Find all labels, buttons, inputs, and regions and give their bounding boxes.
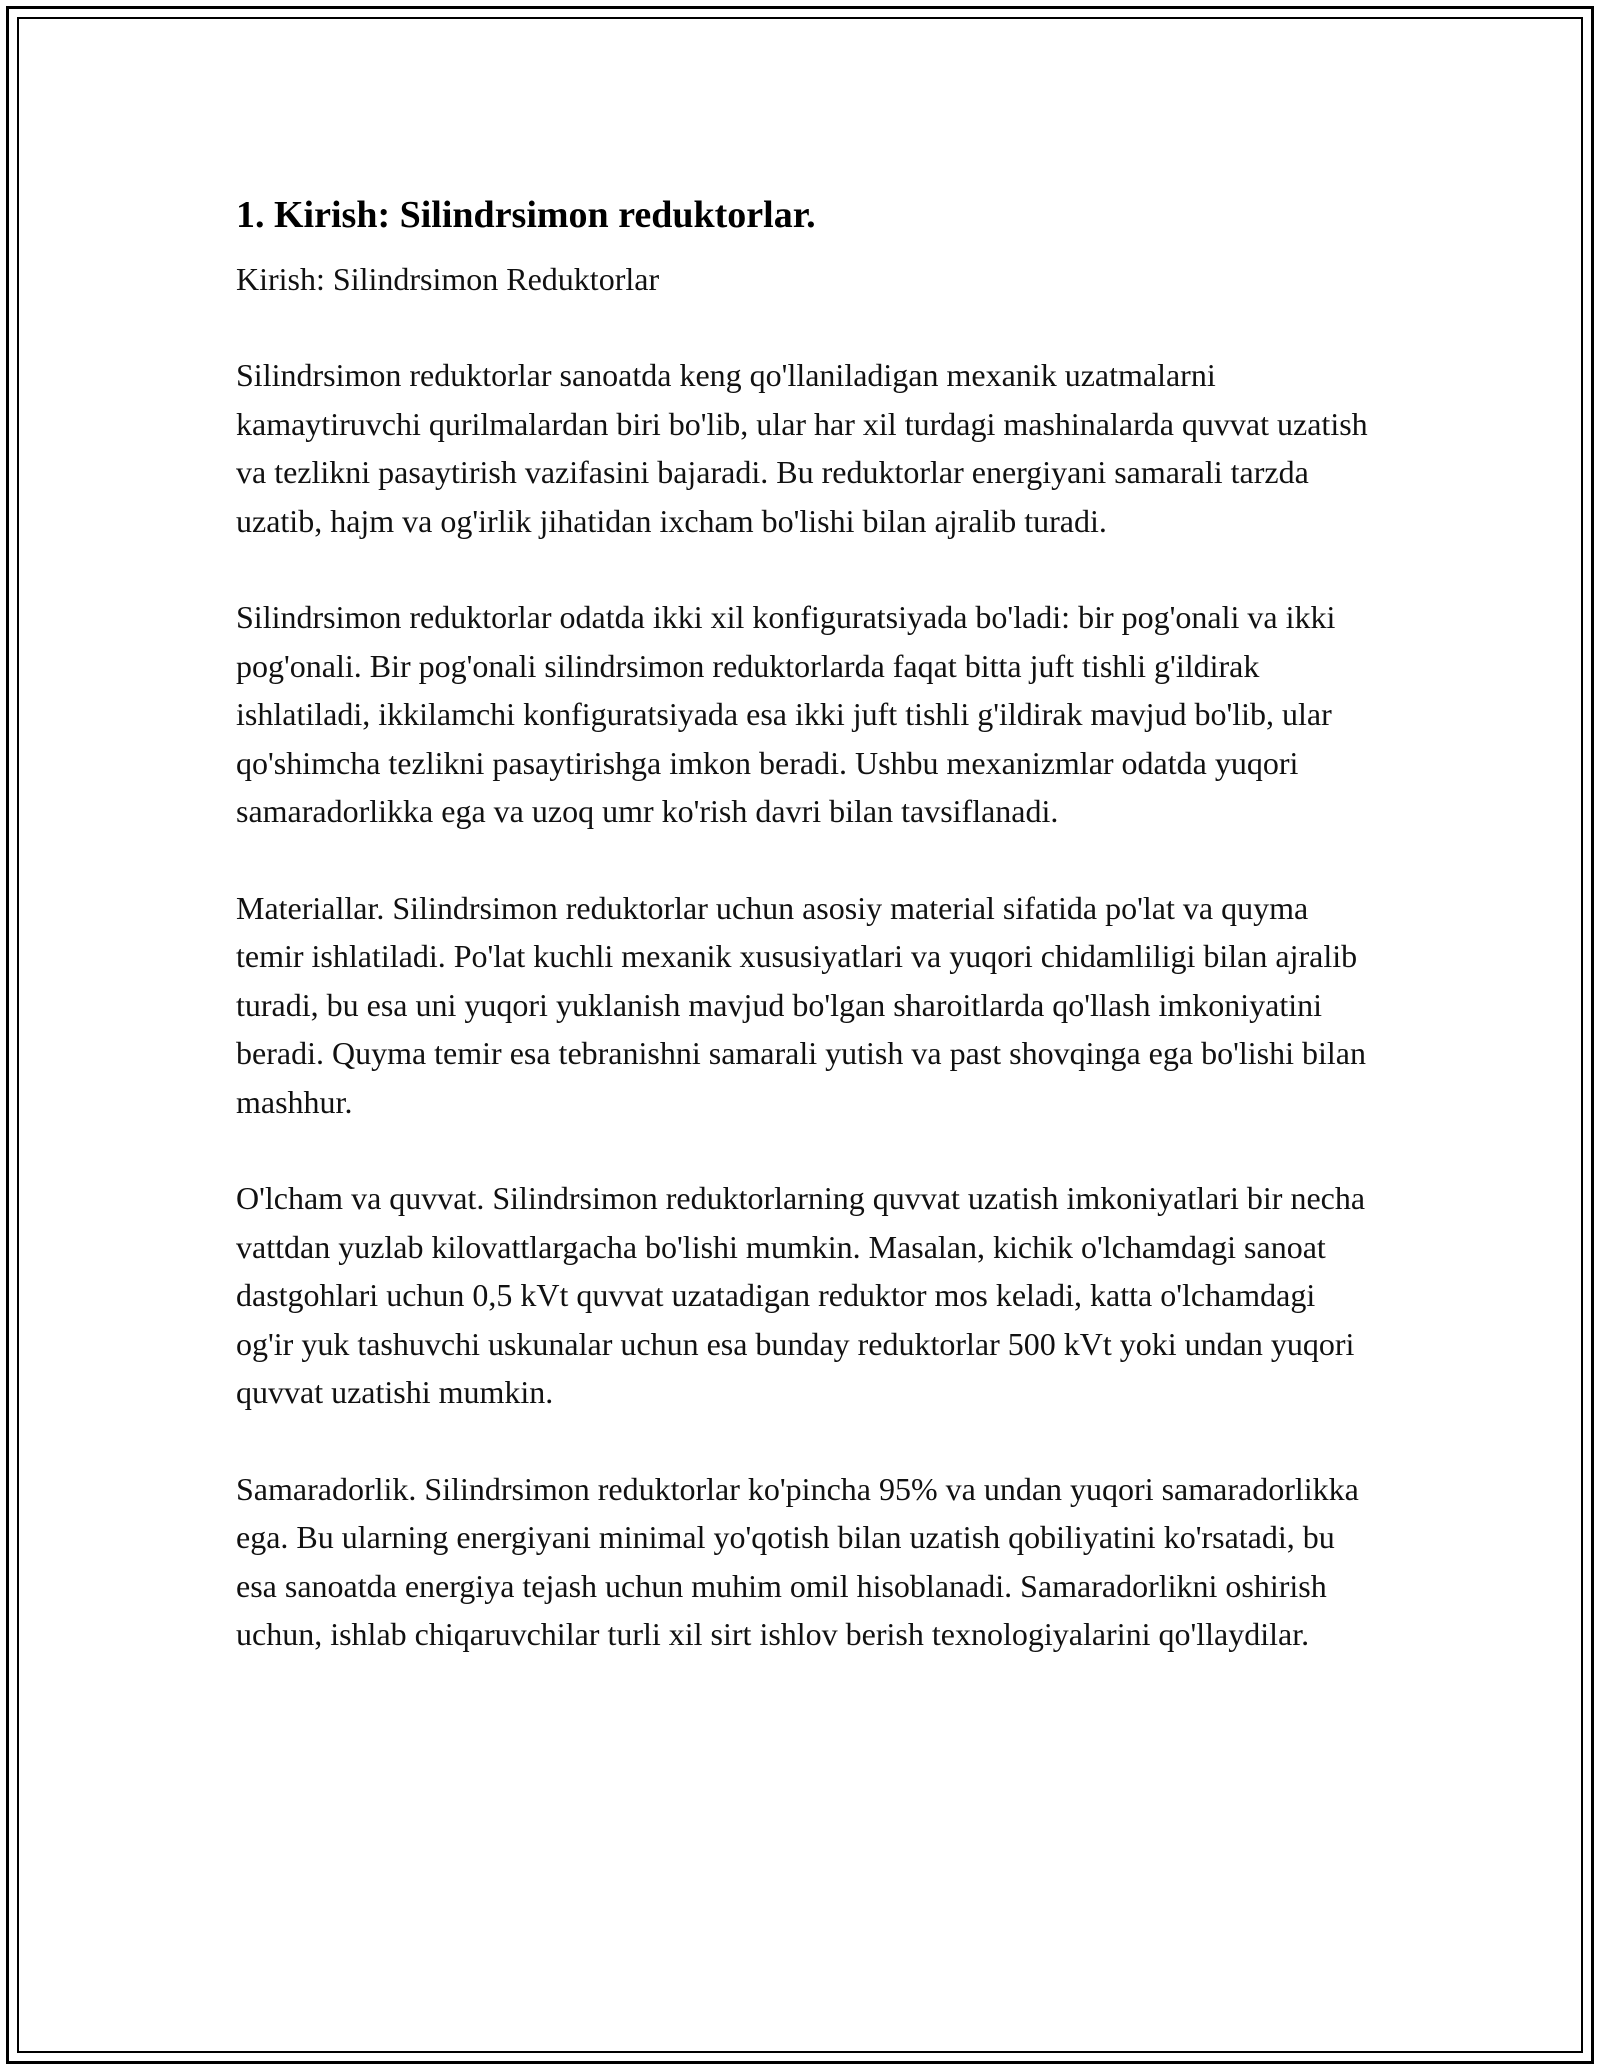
section-heading: 1. Kirish: Silindrsimon reduktorlar. [236, 194, 816, 236]
document-body [236, 183, 1376, 1659]
paragraph-configurations: Silindrsimon reduktorlar odatda ikki xil konfiguratsiyada bo'ladi: bir pog'onali va ikki pog'onali. Bir pog'onali silindrsimon reduktorlarda faqat bitta juft tishli g'ildirak ishlatiladi, ikkilamchi konfiguratsiyada esa ikki juft tishli g'ildirak mavjud bo'lib, ular qo'shimcha tezlikni pasaytirishga imkon beradi. Ushbu mexanizmlar odatda yuqori samaradorlikka ega va uzoq umr ko'rish davri bilan tavsiflanadi. [236, 599, 1336, 829]
section-subtitle: Kirish: Silindrsimon Reduktorlar [236, 261, 660, 297]
paragraph-size-power: O'lcham va quvvat. Silindrsimon reduktorlarning quvvat uzatish imkoniyatlari bir necha vattdan yuzlab kilovattlargacha bo'lishi mumkin. Masalan, kichik o'lchamdagi sanoat dastgohlari uchun 0,5 kVt quvvat uzatadigan reduktor mos keladi, katta o'lchamdagi og'ir yuk tashuvchi uskunalar uchun esa bunday reduktorlar 500 kVt yoki undan yuqori quvvat uzatishi mumkin. [236, 1180, 1366, 1410]
paragraph-materials: Materiallar. Silindrsimon reduktorlar uchun asosiy material sifatida po'lat va quyma temir ishlatiladi. Po'lat kuchli mexanik xususiyatlari va yuqori chidamliligi bilan ajralib turadi, bu esa uni yuqori yuklanish mavjud bo'lgan sharoitlarda qo'llash imkoniyatini beradi. Quyma temir esa tebranishni samarali yutish va past shovqinga ega bo'lishi bilan mashhur. [236, 889, 1366, 1120]
paragraph-efficiency: Samaradorlik. Silindrsimon reduktorlar ko'pincha 95% va undan yuqori samaradorlikka ega. Bu ularning energiyani minimal yo'qotish bilan uzatish qobiliyatini ko'rsatadi, bu esa sanoatda energiya tejash uchun muhim omil hisoblanadi. Samaradorlikni oshirish uchun, ishlab chiqaruvchilar turli xil sirt ishlov berish texnologiyalarini qo'llaydilar. [236, 1470, 1359, 1652]
paragraph-intro: Silindrsimon reduktorlar sanoatda keng qo'llaniladigan mexanik uzatmalarni kamaytiruvchi qurilmalardan biri bo'lib, ular har xil turdagi mashinalarda quvvat uzatish va tezlikni pasaytirish vazifasini bajaradi. Bu reduktorlar energiyani samarali tarzda uzatib, hajm va og'irlik jihatidan ixcham bo'lishi bilan ajralib turadi. [236, 357, 1368, 539]
